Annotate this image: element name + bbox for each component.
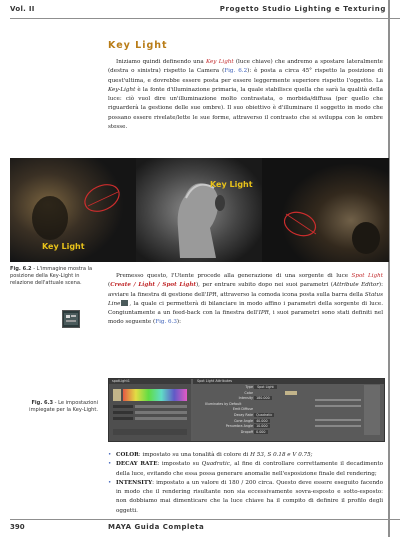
figure-6-3-attribute-editor: [108, 378, 385, 442]
figure-6-2: [10, 158, 389, 262]
attr-row-decay-rate: Decay Rate Quadratic: [234, 412, 273, 417]
book-title: MAYA Guida Completa: [108, 523, 205, 531]
attr-row-color: Color: [244, 390, 253, 395]
page-number: 390: [10, 523, 25, 531]
second-paragraph: [108, 272, 383, 328]
key-light-label-right: Key Light: [210, 180, 253, 189]
list-item-color: • COLOR: impostato su una tonalità di colore di H 53, S 0.18 e V 0.75;: [108, 452, 313, 458]
header-chapter-title: Progetto Studio Lighting e Texturing: [219, 5, 386, 13]
inline-ipr-icon: [121, 300, 128, 306]
attr-row-intensity: Intensity 180.000: [238, 396, 270, 401]
figure-6-3-caption: Fig. 6.3 - Le impostazioni impiegate per la Key-Light.: [29, 400, 98, 413]
spot-light-link[interactable]: Spot Light: [351, 273, 383, 279]
intro-paragraph: [108, 58, 383, 132]
section-title: Key Light: [108, 40, 168, 51]
fig-6-2-ref[interactable]: Fig. 6.2: [224, 68, 248, 75]
running-header: [0, 0, 392, 18]
key-light-link[interactable]: Key Light: [205, 59, 234, 65]
attr-row-penumbra: Penumbra Angle 10.000: [225, 424, 268, 429]
footer-rule: [10, 519, 400, 520]
figure-6-2-caption: Fig. 6.2 - L'immagine mostra la posizione della Key-Light in relazione dell'attuale scena.: [10, 266, 93, 286]
attr-row-illuminates: Illuminates by Default: [205, 401, 242, 406]
attr-panel-left-title: spotLight1: [112, 379, 130, 383]
second-text: Premesso questo, l'Utente procede alla generazione di una sorgente di luce Spot Light (Create / Light / Spot Light), per entrare subito dopo nei suoi parametri (Attribute Editor): avviare la finestra di gestione dell'IPR, attraverso la comoda icona posta sulla barra della Status Line , la quale ci permetterà di bilanciare in modo affino i parametri della sorgente di luce. Congiuntamente a un feed-back con la finestra dell'IPR, i suoi parametri sono stati definiti nel modo seguente (Fig. 6.3):: [108, 273, 383, 326]
header-rule: [10, 18, 400, 19]
key-light-label-left: Key Light: [42, 242, 85, 251]
attr-panel-right-title: Spot Light Attributes: [197, 379, 233, 383]
header-volume: Vol. II: [10, 5, 35, 13]
list-item-decay-rate: • DECAY RATE: impostato su Quadratic, al fine di controllare correttamente il decadimento della luce, evitando che essa possa generare anomalie nell'esposizione finale del rendering;: [108, 461, 383, 477]
attr-row-emit-diffuse: Emit Diffuse: [232, 407, 253, 412]
create-spot-light-menu-path: Create / Light / Spot Light: [110, 282, 196, 289]
parameter-list: [108, 451, 383, 516]
attr-row-type: Type Spot Light: [205, 385, 315, 391]
ipr-status-line-icon: [62, 310, 80, 328]
page-edge-rule: [388, 0, 390, 537]
attr-row-cone-angle: Cone Angle 40.000: [234, 418, 268, 423]
intro-text: Iniziamo quindi definendo una Key Light (luce chiave) che andremo a spostare lateralmente (destra o sinistra) rispetto la Camera (Fig. 6.2): è posta a circa 45° rispetto la posizione di quest'ultima, e dovrebbe essere posta per essere leggermente superiore rispetto l'oggetto. La Key-Light è la fonte d'illuminazione primaria, la quale stabilisce quella che sarà la qualità della luce: ciò vuol dire un'illuminazione molto contrastata, o morbida/diffusa (per quello che riguarderà la gestione delle sue ombre). Il suo obiettivo è d'illuminare il soggetto in modo che possano essere rivelate/lette le sue forme, attraverso il contrasto che si sviluppa con le ombre stesse.: [108, 59, 383, 131]
list-item-intensity: • INTENSITY: impostato a un valore di 180 / 200 circa. Questo deve essere eseguito facendo in modo che il rendering risultante non sia eccessivamente sovra-esposto e sotto-esposto: non dobbiamo mai dimenticare che la luce chiave ha il compito di definire il profilo degli oggetti.: [108, 479, 383, 514]
attr-rows: [205, 385, 315, 435]
attr-row-dropoff: Dropoff 0.000: [240, 429, 266, 434]
fig-6-3-ref[interactable]: Fig. 6.3: [155, 319, 177, 326]
